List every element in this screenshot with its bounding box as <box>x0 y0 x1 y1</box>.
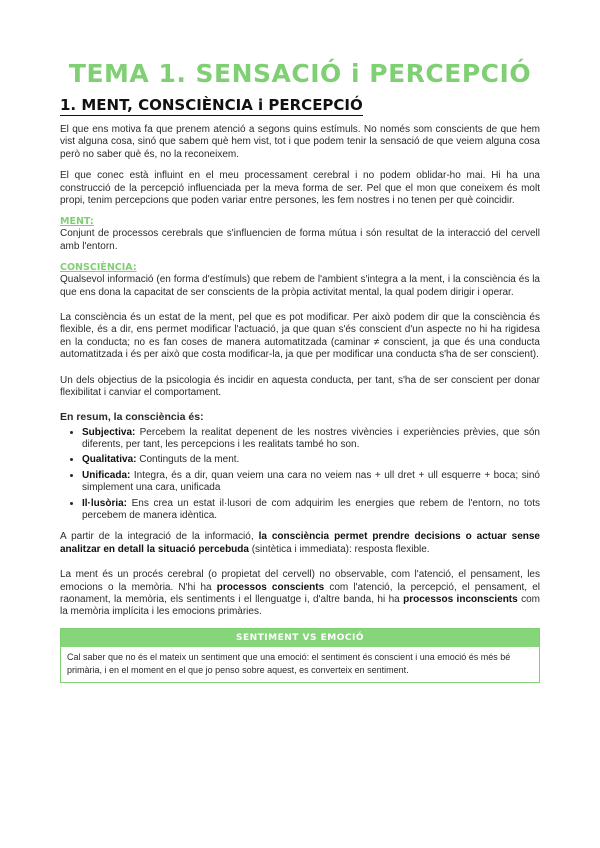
summary-list <box>60 427 540 523</box>
paragraph-integration <box>60 531 540 556</box>
text-run: A partir de la integració de la informació, <box>60 531 259 543</box>
list-item <box>82 427 540 452</box>
bold-text-run: la consciència permet prendre decisions o actuar sense analitzar en detall la situació percebuda <box>60 531 540 555</box>
section-heading: 1. MENT, CONSCIÈNCIA i PERCEPCIÓ <box>60 96 363 114</box>
list-item <box>82 454 540 466</box>
list-item-term: Unificada: <box>82 469 131 481</box>
bold-text-run: processos inconscients <box>403 593 518 605</box>
list-item-term: Il·lusòria: <box>82 497 128 509</box>
list-item-text: Continguts de la ment. <box>136 454 240 466</box>
summary-heading: En resum, la consciència és: <box>60 410 204 423</box>
text-run: com l'atenció, la percepció, el pensament, el raonament, la memòria, els sentiments i el llenguatge i, d'altre banda, hi ha <box>60 581 540 605</box>
callout-title: SENTIMENT VS EMOCIÓ <box>61 629 539 647</box>
definition-consciencia: Qualsevol informació (en forma d'estímuls) que rebem de l'ambient s'integra a la ment, i la consciència és la que ens dona la capacitat de ser conscients de la pròpia activitat mental, la qual podem dirigir i operar. <box>60 274 540 298</box>
list-item-text: Ens crea un estat il·lusori de com adquirim les energies que rebem de l'entorn, no tots percebem de manera idèntica. <box>82 497 540 521</box>
list-item-term: Qualitativa: <box>82 454 137 466</box>
callout-box <box>60 628 540 683</box>
paragraph-intro: El que ens motiva fa que prenem atenció a segons quins estímuls. No només som conscients de que hem vist alguna cosa, sinó que sabem què hem vist, tot i que podem tenir la sensació de que veiem alguna cosa però no saber què és, no la reconeixem. <box>60 124 540 160</box>
list-item <box>82 498 540 523</box>
term-label-consciencia: CONSCIÈNCIA: <box>60 262 137 274</box>
text-run: (sintètica i immediata): resposta flexible. <box>248 543 430 555</box>
list-item-text: Percebem la realitat depenent de les nostres vivències i experiències prèvies, que són diferents, per tant, les percepcions i les realitats també ho son. <box>82 426 540 450</box>
text-run: com la memòria implícita i les emocions primàries. <box>60 593 541 618</box>
paragraph-psychology-objective: Un dels objectius de la psicologia és incidir en aquesta conducta, per tant, s'ha de ser conscient per donar flexibilitat i canviar el comportament. <box>60 374 540 399</box>
bold-text-run: processos conscients <box>216 581 325 593</box>
text-run: La ment és un procés cerebral (o propietat del cervell) no observable, com l'atenció, el pensament, les emocions o la memòria. N'hi ha <box>60 569 540 593</box>
callout-text: Cal saber que no és el mateix un sentiment que una emoció: el sentiment és conscient i una emoció és més bé primària, i en el moment en el que jo penso sobre aquest, es converteix en sentiment. <box>67 651 511 675</box>
list-item-text: Integra, és a dir, quan veiem una cara no veiem nas + ull dret + ull esquerre + boca; sinó simplement una cara, unificada <box>82 469 540 494</box>
paragraph-flexibility: La consciència és un estat de la ment, pel que es pot modificar. Per això podem dir que la consciència és flexible, és a dir, ens permet modificar l'actuació, ja que quan s'és conscient d'un aspecte no hi ha rigidesa en la conducta; no es fan coses de manera automatitzada (caminar ≠ conscient, ja que és una conducta automatitzada i és per això que costa modificar-la, ja que per modificar una conducta s'ha de ser conscient). <box>60 312 540 361</box>
document-title: TEMA 1. SENSACIÓ i PERCEPCIÓ <box>68 59 532 88</box>
term-label-ment: MENT: <box>60 216 94 228</box>
document-page <box>60 58 540 683</box>
paragraph-mind-processes <box>60 569 540 619</box>
list-item <box>82 470 540 495</box>
paragraph-construction: El que conec està influint en el meu processament cerebral i no podem oblidar-ho mai. Hi ha una construcció de la percepció influenciada per la meva forma de ser. Pel que el mon que coneixem és molt propi, tenim percepcions que poden variar entre persones, les fem nostres i no tenen per què coincidir. <box>60 170 540 207</box>
definition-ment: Conjunt de processos cerebrals que s'influencien de forma mútua i són resultat de la interacció del cervell amb l'entorn. <box>60 228 540 252</box>
list-item-term: Subjectiva: <box>82 426 136 438</box>
